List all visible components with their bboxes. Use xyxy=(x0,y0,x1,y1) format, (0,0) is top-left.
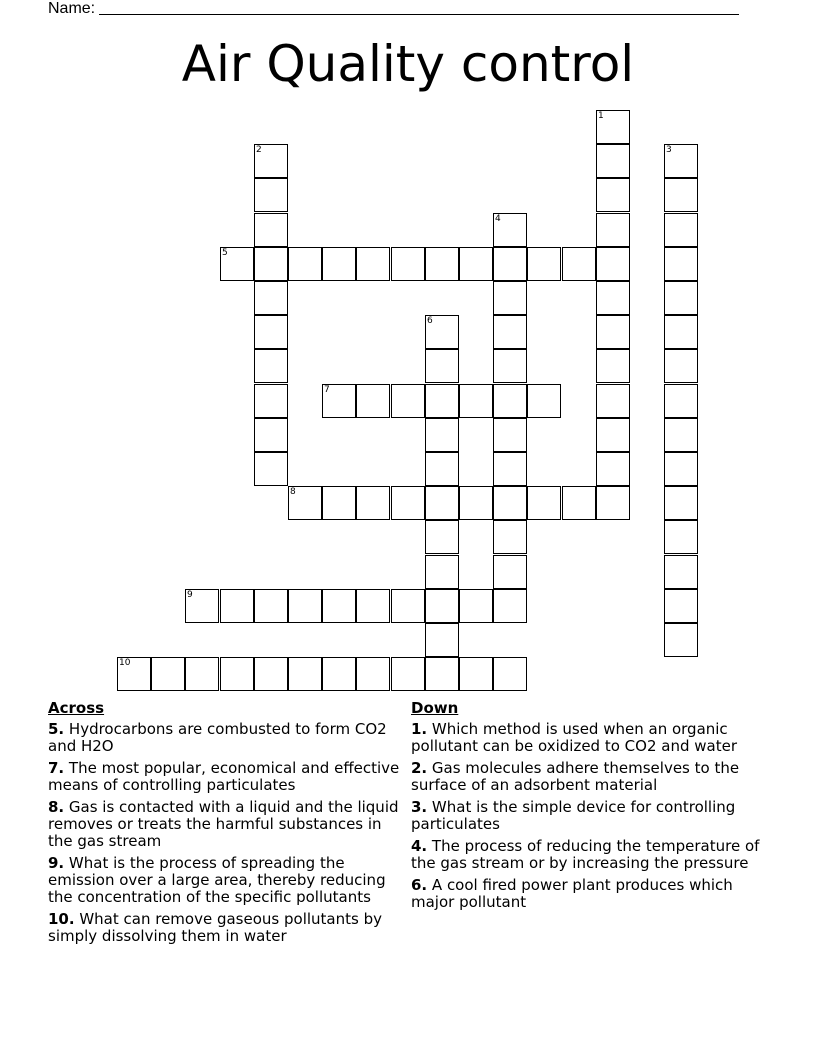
crossword-cell[interactable] xyxy=(322,384,356,418)
crossword-cell[interactable] xyxy=(322,589,356,623)
crossword-cell[interactable] xyxy=(459,384,493,418)
crossword-cell[interactable] xyxy=(425,555,459,589)
cell-number: 4 xyxy=(495,214,501,224)
clue-number: 1. xyxy=(411,720,428,738)
across-clue xyxy=(48,911,403,945)
crossword-cell[interactable] xyxy=(356,657,390,691)
across-clue-list xyxy=(48,721,403,945)
across-clue xyxy=(48,855,403,906)
crossword-cell[interactable] xyxy=(664,452,698,486)
crossword-cell[interactable] xyxy=(322,486,356,520)
crossword-cell[interactable] xyxy=(391,384,425,418)
crossword-cell[interactable] xyxy=(459,657,493,691)
crossword-cell[interactable] xyxy=(391,247,425,281)
cell-number: 9 xyxy=(187,590,193,600)
down-clue xyxy=(411,721,771,755)
crossword-cell[interactable] xyxy=(220,657,254,691)
clue-number: 2. xyxy=(411,759,428,777)
crossword-cell[interactable] xyxy=(288,247,322,281)
clue-number: 8. xyxy=(48,798,65,816)
crossword-cell[interactable] xyxy=(664,144,698,178)
across-heading: Across xyxy=(48,699,105,717)
crossword-cell[interactable] xyxy=(527,247,561,281)
down-clues xyxy=(411,700,771,916)
crossword-cell[interactable] xyxy=(288,589,322,623)
crossword-cell[interactable] xyxy=(254,178,288,212)
crossword-cell[interactable] xyxy=(596,281,630,315)
clue-number: 6. xyxy=(411,876,428,894)
crossword-cell[interactable] xyxy=(664,247,698,281)
crossword-cell[interactable] xyxy=(425,315,459,349)
crossword-cell[interactable] xyxy=(459,247,493,281)
clue-text: The process of reducing the temperature of the gas stream or by increasing the pressure xyxy=(411,837,760,872)
crossword-cell[interactable] xyxy=(254,657,288,691)
down-clue xyxy=(411,877,771,911)
across-clue xyxy=(48,799,403,850)
across-clues xyxy=(48,700,403,950)
crossword-cell[interactable] xyxy=(664,520,698,554)
crossword-cell[interactable] xyxy=(493,486,527,520)
crossword-cell[interactable] xyxy=(254,144,288,178)
crossword-cell[interactable] xyxy=(596,144,630,178)
crossword-cell[interactable] xyxy=(493,418,527,452)
crossword-cell[interactable] xyxy=(254,349,288,383)
cell-number: 8 xyxy=(290,487,296,497)
crossword-cell[interactable] xyxy=(664,623,698,657)
crossword-cell[interactable] xyxy=(322,657,356,691)
crossword-cell[interactable] xyxy=(425,452,459,486)
crossword-cell[interactable] xyxy=(493,555,527,589)
cell-number: 1 xyxy=(598,111,604,121)
crossword-cell[interactable] xyxy=(425,623,459,657)
down-clue-list xyxy=(411,721,771,911)
clue-text: A cool fired power plant produces which major pollutant xyxy=(411,876,733,911)
crossword-cell[interactable] xyxy=(425,349,459,383)
crossword-cell[interactable] xyxy=(493,213,527,247)
crossword-cell[interactable] xyxy=(356,247,390,281)
clue-text: Which method is used when an organic pollutant can be oxidized to CO2 and water xyxy=(411,720,737,755)
down-clue xyxy=(411,799,771,833)
down-heading: Down xyxy=(411,699,459,717)
crossword-cell[interactable] xyxy=(425,589,459,623)
crossword-cell[interactable] xyxy=(562,486,596,520)
clue-text: What is the simple device for controlling particulates xyxy=(411,798,736,833)
crossword-cell[interactable] xyxy=(596,178,630,212)
crossword-cell[interactable] xyxy=(288,486,322,520)
clue-number: 7. xyxy=(48,759,65,777)
clue-text: What is the process of spreading the emission over a large area, thereby reducing the concentration of the specific pollutants xyxy=(48,854,386,906)
crossword-cell[interactable] xyxy=(596,213,630,247)
crossword-cell[interactable] xyxy=(664,555,698,589)
cell-number: 3 xyxy=(666,145,672,155)
clue-text: Gas is contacted with a liquid and the liquid removes or treats the harmful substances in the gas stream xyxy=(48,798,399,850)
crossword-cell[interactable] xyxy=(254,213,288,247)
crossword-cell[interactable] xyxy=(117,657,151,691)
clue-number: 10. xyxy=(48,910,75,928)
crossword-cell[interactable] xyxy=(664,384,698,418)
clue-text: Gas molecules adhere themselves to the surface of an adsorbent material xyxy=(411,759,740,794)
crossword-cell[interactable] xyxy=(425,657,459,691)
crossword-cell[interactable] xyxy=(425,384,459,418)
crossword-cell[interactable] xyxy=(596,247,630,281)
crossword-cell[interactable] xyxy=(527,384,561,418)
crossword-cell[interactable] xyxy=(664,589,698,623)
crossword-cell[interactable] xyxy=(493,520,527,554)
crossword-cell[interactable] xyxy=(596,315,630,349)
crossword-cell[interactable] xyxy=(254,247,288,281)
crossword-cell[interactable] xyxy=(220,247,254,281)
crossword-cell[interactable] xyxy=(322,247,356,281)
crossword-cell[interactable] xyxy=(185,589,219,623)
crossword-cell[interactable] xyxy=(493,247,527,281)
puzzle-title: Air Quality control xyxy=(181,35,635,93)
clue-text: What can remove gaseous pollutants by simply dissolving them in water xyxy=(48,910,382,945)
cell-number: 7 xyxy=(324,385,330,395)
crossword-cell[interactable] xyxy=(356,486,390,520)
crossword-cell[interactable] xyxy=(254,418,288,452)
crossword-cell[interactable] xyxy=(356,589,390,623)
crossword-cell[interactable] xyxy=(493,315,527,349)
crossword-cell[interactable] xyxy=(596,418,630,452)
crossword-cell[interactable] xyxy=(664,281,698,315)
crossword-cell[interactable] xyxy=(664,213,698,247)
crossword-cell[interactable] xyxy=(664,486,698,520)
crossword-cell[interactable] xyxy=(493,452,527,486)
crossword-cell[interactable] xyxy=(151,657,185,691)
crossword-cell[interactable] xyxy=(425,486,459,520)
crossword-cell[interactable] xyxy=(391,657,425,691)
crossword-cell[interactable] xyxy=(254,452,288,486)
crossword-cell[interactable] xyxy=(596,110,630,144)
name-label: Name: xyxy=(48,0,96,17)
crossword-cell[interactable] xyxy=(493,384,527,418)
crossword-cell[interactable] xyxy=(254,281,288,315)
crossword-cell[interactable] xyxy=(664,315,698,349)
cell-number: 10 xyxy=(119,658,131,668)
crossword-cell[interactable] xyxy=(664,418,698,452)
across-clue xyxy=(48,760,403,794)
crossword-cell[interactable] xyxy=(527,486,561,520)
crossword-cell[interactable] xyxy=(254,384,288,418)
crossword-cell[interactable] xyxy=(185,657,219,691)
crossword-cell[interactable] xyxy=(254,589,288,623)
crossword-cell[interactable] xyxy=(425,247,459,281)
clue-number: 3. xyxy=(411,798,428,816)
crossword-cell[interactable] xyxy=(459,486,493,520)
crossword-cell[interactable] xyxy=(493,349,527,383)
clue-text: The most popular, economical and effective means of controlling particulates xyxy=(48,759,400,794)
crossword-cell[interactable] xyxy=(254,315,288,349)
crossword-cell[interactable] xyxy=(459,589,493,623)
crossword-cell[interactable] xyxy=(391,589,425,623)
clue-number: 9. xyxy=(48,854,65,872)
crossword-cell[interactable] xyxy=(493,589,527,623)
clue-text: Hydrocarbons are combusted to form CO2 and H2O xyxy=(48,720,387,755)
cell-number: 2 xyxy=(256,145,262,155)
crossword-cell[interactable] xyxy=(425,520,459,554)
across-clue xyxy=(48,721,403,755)
cell-number: 5 xyxy=(222,248,228,258)
crossword-cell[interactable] xyxy=(288,657,322,691)
crossword-cell[interactable] xyxy=(391,486,425,520)
crossword-cell[interactable] xyxy=(596,486,630,520)
clue-number: 5. xyxy=(48,720,65,738)
clue-number: 4. xyxy=(411,837,428,855)
crossword-cell[interactable] xyxy=(596,384,630,418)
crossword-cell[interactable] xyxy=(425,418,459,452)
down-clue xyxy=(411,760,771,794)
crossword-cell[interactable] xyxy=(664,349,698,383)
down-clue xyxy=(411,838,771,872)
crossword-cell[interactable] xyxy=(493,281,527,315)
crossword-cell[interactable] xyxy=(562,247,596,281)
crossword-cell[interactable] xyxy=(356,384,390,418)
crossword-cell[interactable] xyxy=(596,349,630,383)
crossword-cell[interactable] xyxy=(220,589,254,623)
crossword-cell[interactable] xyxy=(596,452,630,486)
crossword-cell[interactable] xyxy=(664,178,698,212)
cell-number: 6 xyxy=(427,316,433,326)
crossword-cell[interactable] xyxy=(493,657,527,691)
